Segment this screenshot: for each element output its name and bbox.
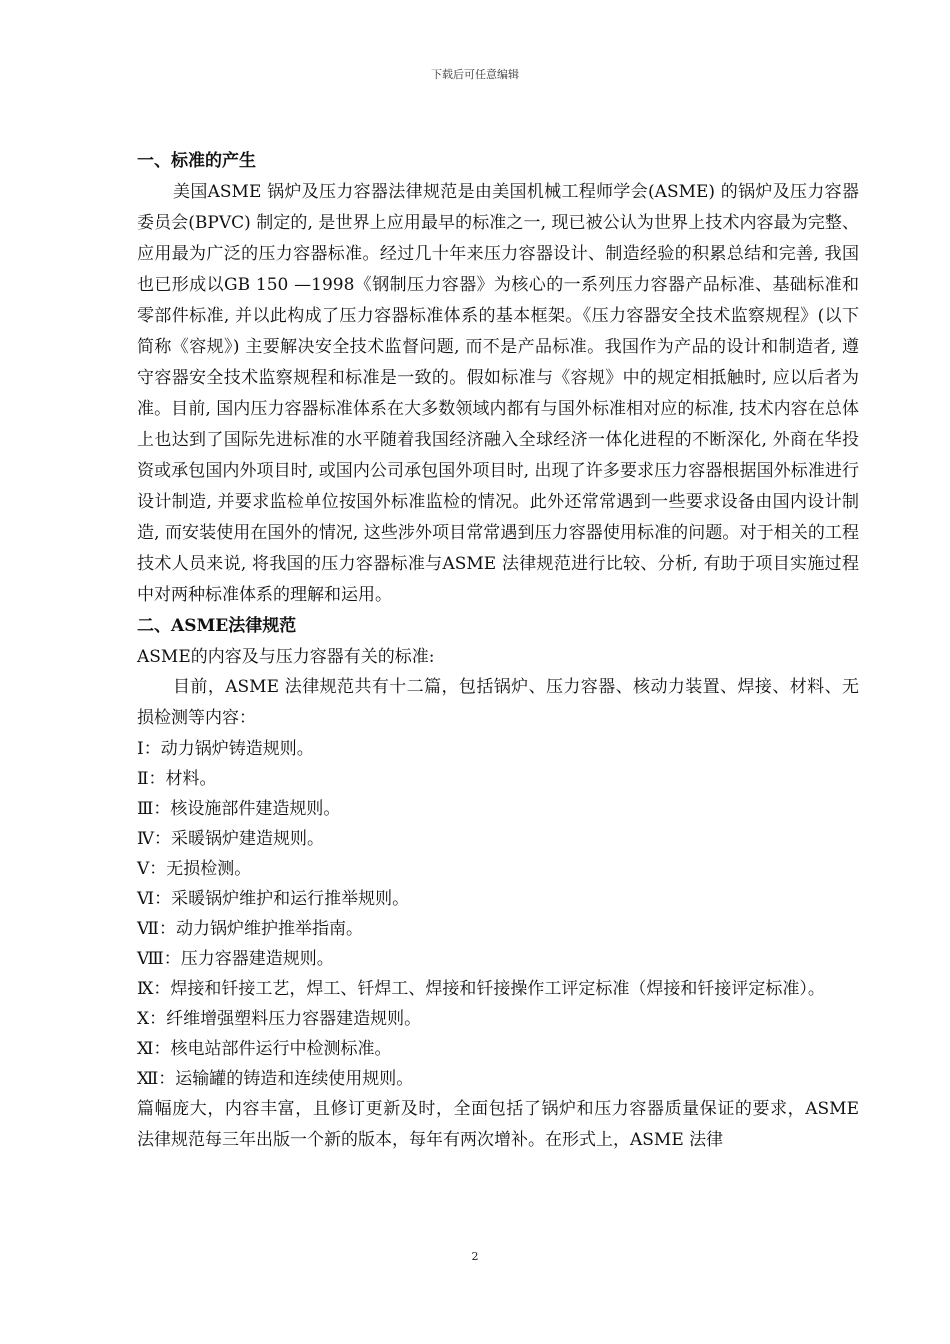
- page-header: 下载后可任意编辑: [431, 68, 519, 81]
- list-item: Ⅻ：运输罐的铸造和连续使用规则。: [137, 1069, 414, 1089]
- page-number: 2: [471, 1250, 479, 1263]
- list-item: Ⅴ：无损检测。: [137, 859, 252, 879]
- section-2-subtitle: ASME的内容及与压力容器有关的标准:: [137, 647, 435, 667]
- section-2-title: 二、ASME法律规范: [137, 616, 297, 636]
- list-item: Ⅳ：采暖锅炉建造规则。: [137, 829, 324, 849]
- section-1-title: 一、标准的产生: [137, 151, 256, 171]
- section-2-intro: 目前，ASME 法律规范共有十二篇，包括锅炉、压力容器、核动力装置、焊接、材料、无损检测等内容：: [137, 677, 859, 728]
- list-item: Ⅰ：动力锅炉铸造规则。: [137, 739, 314, 759]
- list-item: Ⅷ：压力容器建造规则。: [137, 949, 334, 969]
- list-item: Ⅶ：动力锅炉维护推举指南。: [137, 919, 363, 939]
- list-item: Ⅺ：核电站部件运行中检测标准。: [137, 1039, 392, 1059]
- list-item: Ⅱ：材料。: [137, 769, 217, 789]
- list-item: Ⅵ：采暖锅炉维护和运行推举规则。: [137, 889, 410, 909]
- document-body: [137, 146, 859, 1156]
- list-item: Ⅸ：焊接和钎接工艺，焊工、钎焊工、焊接和钎接操作工评定标准（焊接和钎接评定标准）。: [137, 979, 825, 999]
- section-1-body: 美国ASME 锅炉及压力容器法律规范是由美国机械工程师学会(ASME) 的锅炉及压力容器委员会(BPVC) 制定的, 是世界上应用最早的标准之一, 现已被公认为世界上技术内容最为完整、应用最为广泛的压力容器标准。经过几十年来压力容器设计、制造经验的积累总结和完善, 我国也已形成以GB 150 —1998《钢制压力容器》为核心的一系列压力容器产品标准、基础标准和零部件标准, 并以此构成了压力容器标准体系的基本框架。《压力容器安全技术监察规程》(以下简称《容规》) 主要解决安全技术监督问题, 而不是产品标准。我国作为产品的设计和制造者, 遵守容器安全技术监察规程和标准是一致的。假如标准与《容规》中的规定相抵触时, 应以后者为准。目前, 国内压力容器标准体系在大多数领域内都有与国外标准相对应的标准, 技术内容在总体上也达到了国际先进标准的水平随着我国经济融入全球经济一体化进程的不断深化, 外商在华投资或承包国内外项目时, 或国内公司承包国外项目时, 出现了许多要求压力容器根据国外标准进行设计制造, 并要求监检单位按国外标准监检的情况。此外还常常遇到一些要求设备由国内设计制造, 而安装使用在国外的情况, 这些涉外项目常常遇到压力容器使用标准的问题。对于相关的工程技术人员来说, 将我国的压力容器标准与ASME 法律规范进行比较、分析, 有助于项目实施过程中对两种标准体系的理解和运用。: [137, 182, 859, 605]
- list-item: Ⅲ：核设施部件建造规则。: [137, 799, 341, 819]
- section-2-closing: 篇幅庞大，内容丰富，且修订更新及时，全面包括了锅炉和压力容器质量保证的要求，ASME 法律规范每三年出版一个新的版本，每年有两次增补。在形式上，ASME 法律: [137, 1099, 859, 1150]
- list-item: Ⅹ：纤维增强塑料压力容器建造规则。: [137, 1009, 422, 1029]
- volume-list: [137, 734, 859, 1094]
